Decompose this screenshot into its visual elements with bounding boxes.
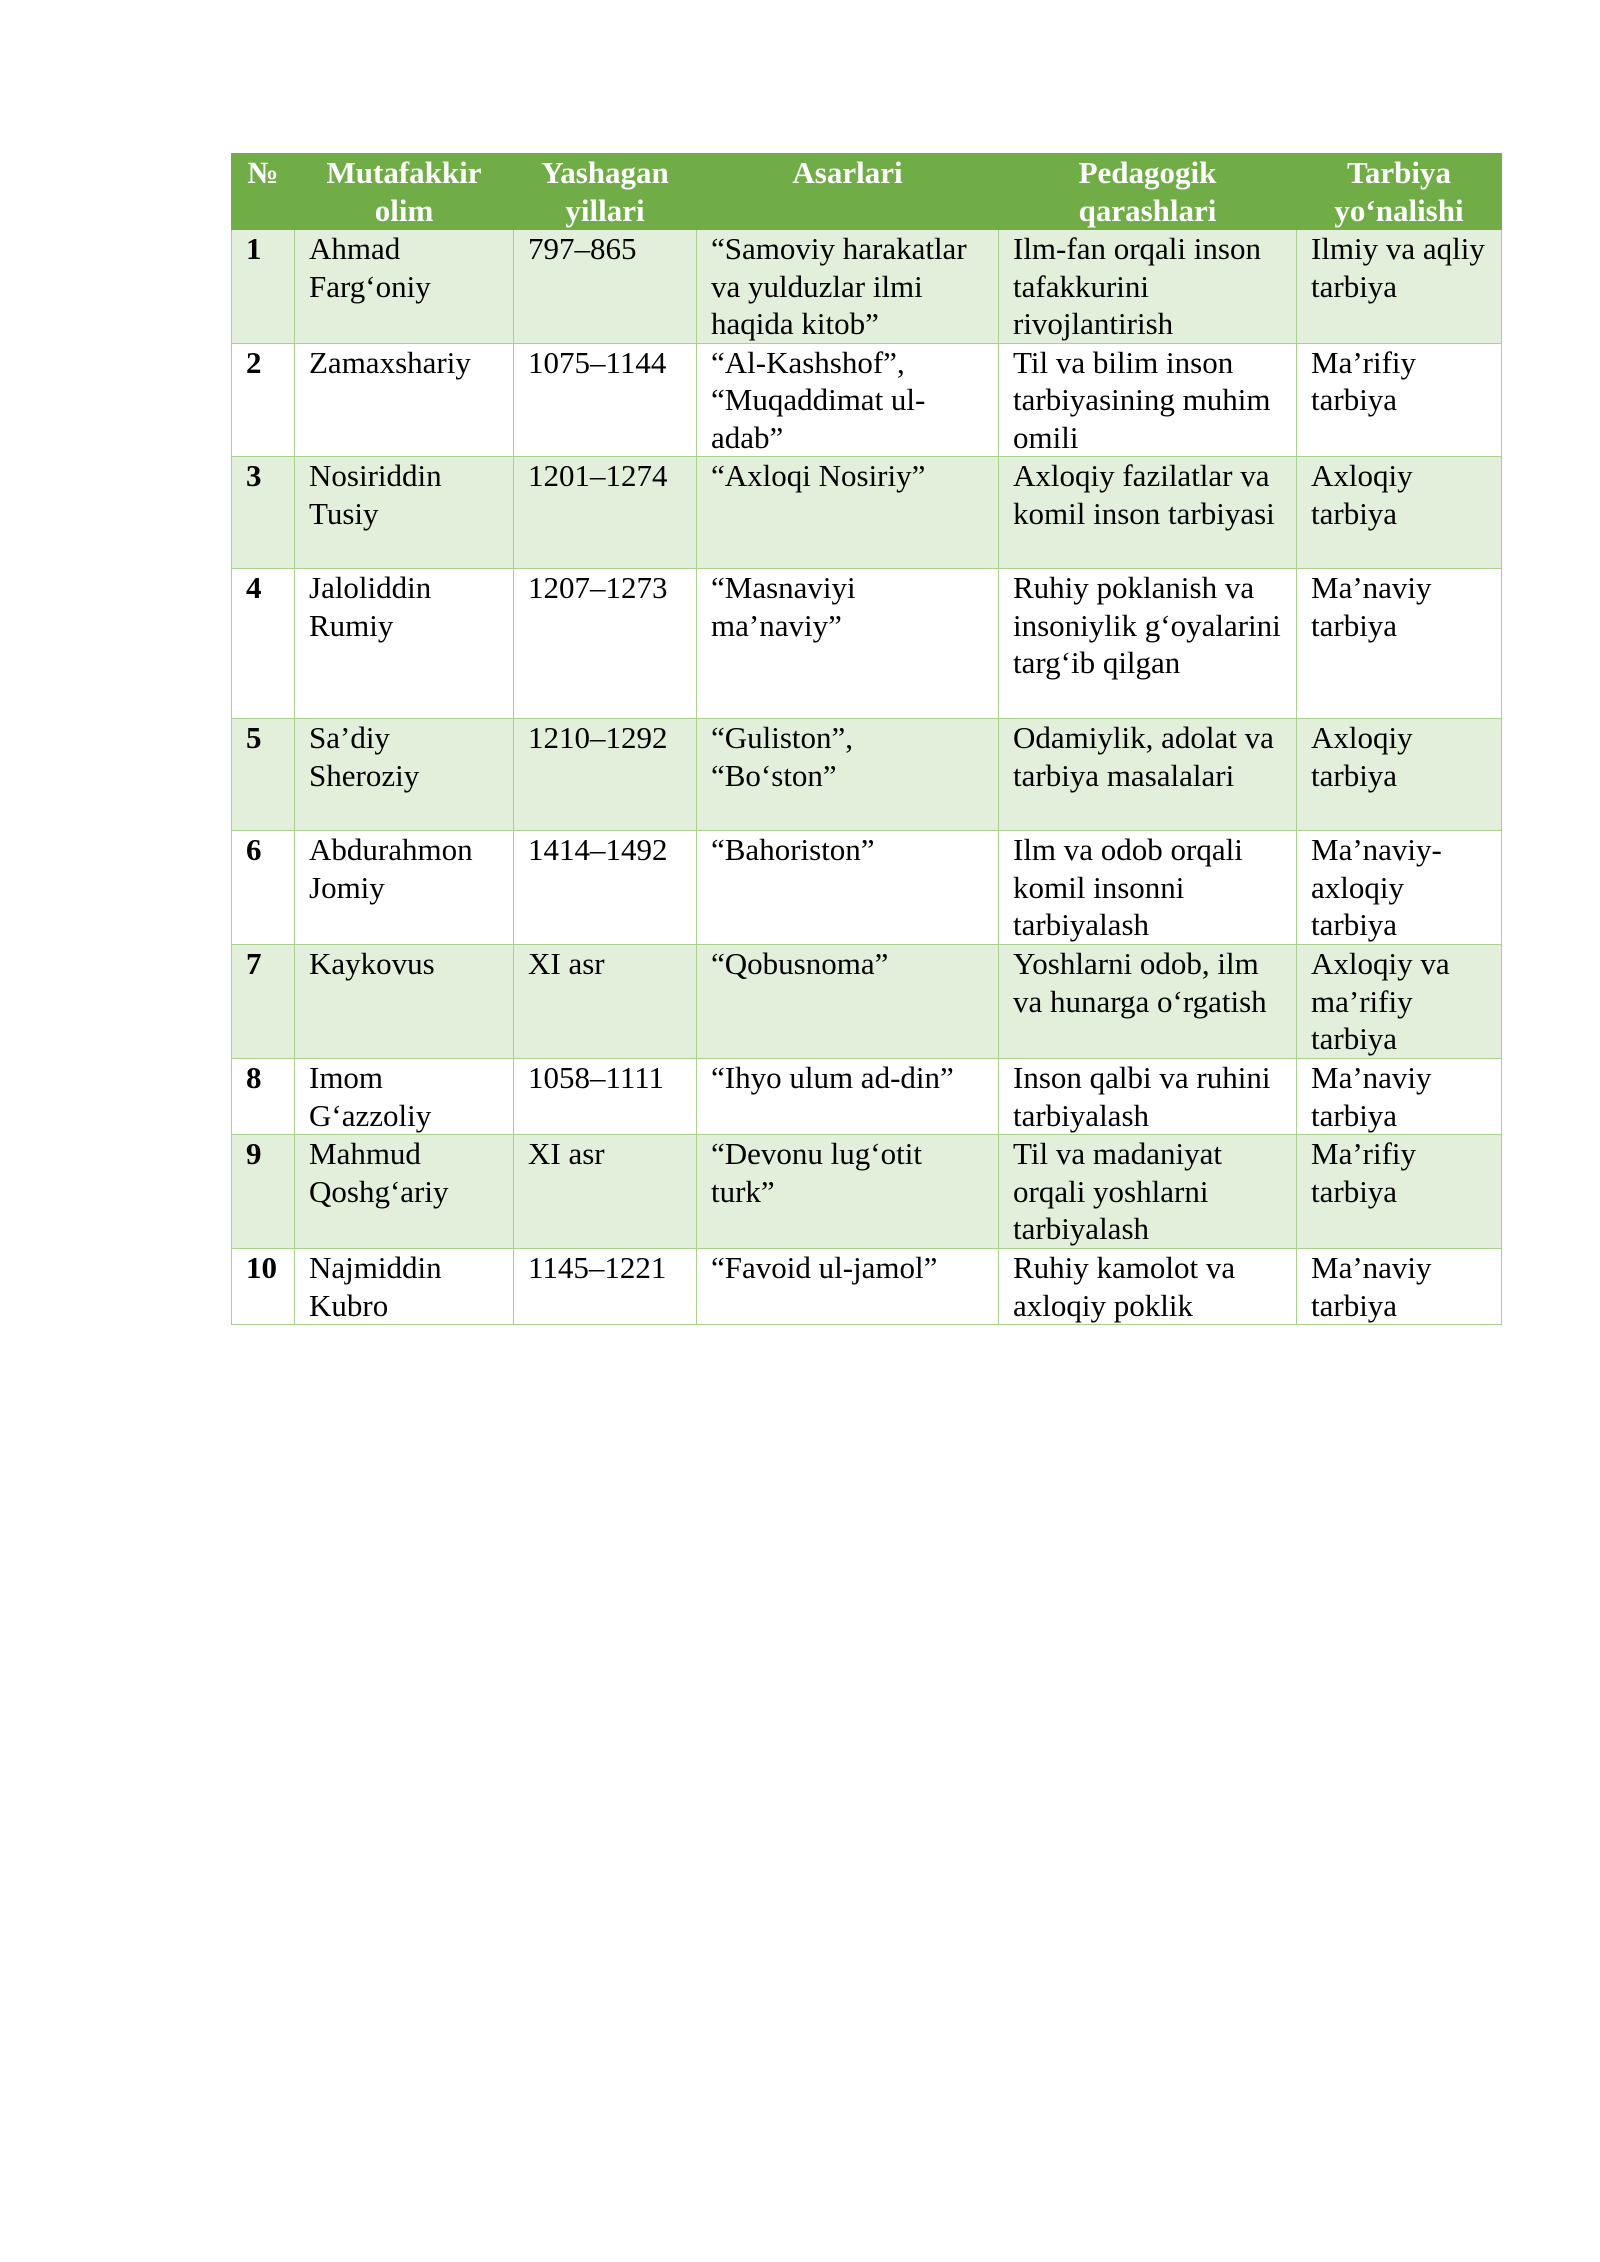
cell-number: 2 bbox=[232, 343, 295, 457]
cell-number: 4 bbox=[232, 569, 295, 719]
cell-works: “Masnaviyi ma’naviy” bbox=[697, 569, 999, 719]
cell-years: XI asr bbox=[514, 1135, 697, 1249]
table-row bbox=[232, 831, 1502, 945]
cell-works: “Bahoriston” bbox=[697, 831, 999, 945]
cell-pedagogical-views: Ilm-fan orqali inson tafakkurini rivojlantirish bbox=[999, 230, 1297, 344]
cell-number: 10 bbox=[232, 1249, 295, 1325]
cell-education-direction: Ma’rifiy tarbiya bbox=[1297, 343, 1502, 457]
cell-education-direction: Ma’naviy tarbiya bbox=[1297, 1059, 1502, 1135]
cell-pedagogical-views: Ruhiy poklanish va insoniylik g‘oyalarini targ‘ib qilgan bbox=[999, 569, 1297, 719]
cell-pedagogical-views: Yoshlarni odob, ilm va hunarga o‘rgatish bbox=[999, 945, 1297, 1059]
cell-works: “Devonu lug‘otit turk” bbox=[697, 1135, 999, 1249]
cell-pedagogical-views: Til va bilim inson tarbiyasining muhim omili bbox=[999, 343, 1297, 457]
cell-scholar: Nosiriddin Tusiy bbox=[295, 457, 514, 569]
cell-scholar: Mahmud Qoshg‘ariy bbox=[295, 1135, 514, 1249]
cell-pedagogical-views: Ruhiy kamolot va axloqiy poklik bbox=[999, 1249, 1297, 1325]
cell-years: 1210–1292 bbox=[514, 719, 697, 831]
cell-scholar: Kaykovus bbox=[295, 945, 514, 1059]
cell-works: “Guliston”, “Bo‘ston” bbox=[697, 719, 999, 831]
cell-years: 1075–1144 bbox=[514, 343, 697, 457]
cell-number: 9 bbox=[232, 1135, 295, 1249]
cell-pedagogical-views: Inson qalbi va ruhini tarbiyalash bbox=[999, 1059, 1297, 1135]
cell-education-direction: Ma’rifiy tarbiya bbox=[1297, 1135, 1502, 1249]
table-row bbox=[232, 1249, 1502, 1325]
table-row bbox=[232, 945, 1502, 1059]
cell-years: 1207–1273 bbox=[514, 569, 697, 719]
column-header-scholar: Mutafakkir olim bbox=[295, 154, 514, 230]
cell-works: “Axloqi Nosiriy” bbox=[697, 457, 999, 569]
cell-number: 8 bbox=[232, 1059, 295, 1135]
column-header-number: № bbox=[232, 154, 295, 230]
table-row bbox=[232, 457, 1502, 569]
cell-scholar: Zamaxshariy bbox=[295, 343, 514, 457]
cell-scholar: Najmiddin Kubro bbox=[295, 1249, 514, 1325]
cell-number: 1 bbox=[232, 230, 295, 344]
cell-number: 3 bbox=[232, 457, 295, 569]
cell-number: 5 bbox=[232, 719, 295, 831]
cell-education-direction: Ma’naviy-axloqiy tarbiya bbox=[1297, 831, 1502, 945]
cell-years: 1145–1221 bbox=[514, 1249, 697, 1325]
cell-years: 1058–1111 bbox=[514, 1059, 697, 1135]
table-row bbox=[232, 569, 1502, 719]
cell-education-direction: Ma’naviy tarbiya bbox=[1297, 1249, 1502, 1325]
cell-works: “Al-Kashshof”, “Muqaddimat ul-adab” bbox=[697, 343, 999, 457]
table-row bbox=[232, 719, 1502, 831]
column-header-years: Yashagan yillari bbox=[514, 154, 697, 230]
table-row bbox=[232, 343, 1502, 457]
cell-years: 797–865 bbox=[514, 230, 697, 344]
table-header-row bbox=[232, 154, 1502, 230]
cell-works: “Favoid ul-jamol” bbox=[697, 1249, 999, 1325]
cell-years: XI asr bbox=[514, 945, 697, 1059]
column-header-pedagogical-views: Pedagogik qarashlari bbox=[999, 154, 1297, 230]
cell-works: “Ihyo ulum ad-din” bbox=[697, 1059, 999, 1135]
table-row bbox=[232, 1135, 1502, 1249]
cell-years: 1201–1274 bbox=[514, 457, 697, 569]
cell-education-direction: Ilmiy va aqliy tarbiya bbox=[1297, 230, 1502, 344]
cell-pedagogical-views: Odamiylik, adolat va tarbiya masalalari bbox=[999, 719, 1297, 831]
cell-scholar: Ahmad Farg‘oniy bbox=[295, 230, 514, 344]
cell-scholar: Sa’diy Sheroziy bbox=[295, 719, 514, 831]
cell-pedagogical-views: Ilm va odob orqali komil insonni tarbiyalash bbox=[999, 831, 1297, 945]
cell-scholar: Abdurahmon Jomiy bbox=[295, 831, 514, 945]
cell-pedagogical-views: Axloqiy fazilatlar va komil inson tarbiyasi bbox=[999, 457, 1297, 569]
column-header-education-direction: Tarbiya yo‘nalishi bbox=[1297, 154, 1502, 230]
cell-works: “Samoviy harakatlar va yulduzlar ilmi haqida kitob” bbox=[697, 230, 999, 344]
cell-education-direction: Axloqiy va ma’rifiy tarbiya bbox=[1297, 945, 1502, 1059]
table-row bbox=[232, 1059, 1502, 1135]
cell-number: 6 bbox=[232, 831, 295, 945]
cell-education-direction: Axloqiy tarbiya bbox=[1297, 457, 1502, 569]
scholars-table bbox=[231, 153, 1502, 1325]
column-header-works: Asarlari bbox=[697, 154, 999, 230]
cell-scholar: Jaloliddin Rumiy bbox=[295, 569, 514, 719]
cell-pedagogical-views: Til va madaniyat orqali yoshlarni tarbiyalash bbox=[999, 1135, 1297, 1249]
cell-number: 7 bbox=[232, 945, 295, 1059]
cell-education-direction: Ma’naviy tarbiya bbox=[1297, 569, 1502, 719]
cell-works: “Qobusnoma” bbox=[697, 945, 999, 1059]
cell-years: 1414–1492 bbox=[514, 831, 697, 945]
table-row bbox=[232, 230, 1502, 344]
cell-education-direction: Axloqiy tarbiya bbox=[1297, 719, 1502, 831]
cell-scholar: Imom G‘azzoliy bbox=[295, 1059, 514, 1135]
